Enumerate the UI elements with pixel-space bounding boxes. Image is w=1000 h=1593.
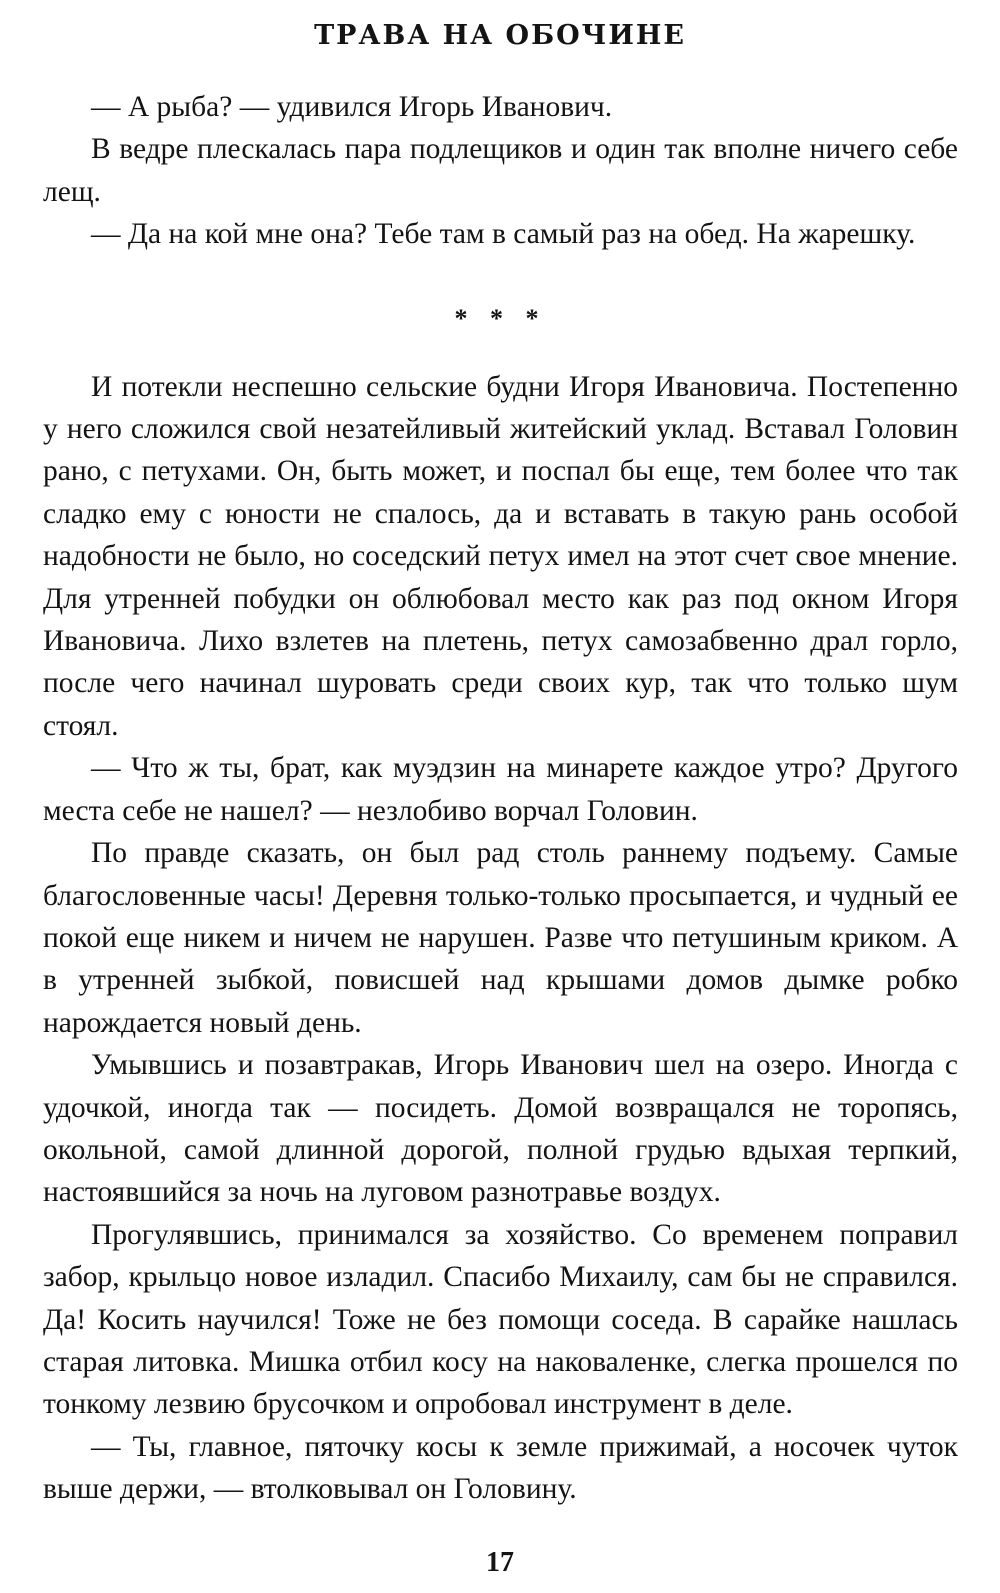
paragraph: По правде сказать, он был рад столь раннему подъему. Самые благословенные часы! Деревня только-только просыпается, и чудный ее покой еще никем и ничем не нарушен. Разве что петушиным криком. А в утренней зыбкой, повисшей над крышами домов дымке робко нарождается новый день.: [43, 837, 958, 1039]
paragraph: Умывшись и позавтракав, Игорь Иванович шел на озеро. Иногда с удочкой, иногда так — посидеть. Домой возвращался не торопясь, окольной, самой длинной дорогой, полной грудью вдыхая терпкий, настоявшийся за ночь на луговом разнотравье воздух.: [43, 1049, 958, 1209]
body-text: [43, 86, 958, 1511]
paragraph: — А рыба? — удивился Игорь Иванович.: [91, 91, 613, 123]
paragraph: Прогулявшись, принимался за хозяйство. Со временем поправил забор, крыльцо новое изладил. Спасибо Михаилу, сам бы не справился. Да! Косить научился! Тоже не без помощи соседа. В сарайке нашлась старая литовка. Мишка отбил косу на наковаленке, слегка прошелся по тонкому лезвию брусочком и опробовал инструмент в деле.: [43, 1218, 958, 1421]
paragraph: И потекли неспешно сельские будни Игоря Ивановича. Постепенно у него сложился свой незатейливый житейский уклад. Вставал Головин рано, с петухами. Он, быть может, и поспал бы еще, тем более что так сладко ему с юности не спалось, да и вставать в такую рань особой надобности не было, но соседский петух имел на этот счет свое мнение. Для утренней побудки он облюбовал место как раз под окном Игоря Ивановича. Лихо взлетев на плетень, петух самозабвенно драл горло, после чего начинал шуровать среди своих кур, так что только шум стоял.: [43, 370, 958, 742]
paragraph: — Да на кой мне она? Тебе там в самый раз на обед. На жарешку.: [91, 218, 916, 251]
running-header: ТРАВА НА ОБОЧИНЕ: [314, 20, 686, 51]
paragraph: — Что ж ты, брат, как муэдзин на минарете каждое утро? Другого места себе не нашел? — незлобиво ворчал Головин.: [43, 752, 958, 827]
page-number: 17: [486, 1547, 514, 1578]
paragraph: В ведре плескалась пара подлещиков и один так вполне ничего себе лещ.: [43, 133, 958, 208]
section-separator: * * *: [454, 303, 547, 333]
paragraph: — Ты, главное, пяточку косы к земле прижимай, а носочек чуток выше держи, — втолковывал он Головину.: [43, 1430, 958, 1506]
